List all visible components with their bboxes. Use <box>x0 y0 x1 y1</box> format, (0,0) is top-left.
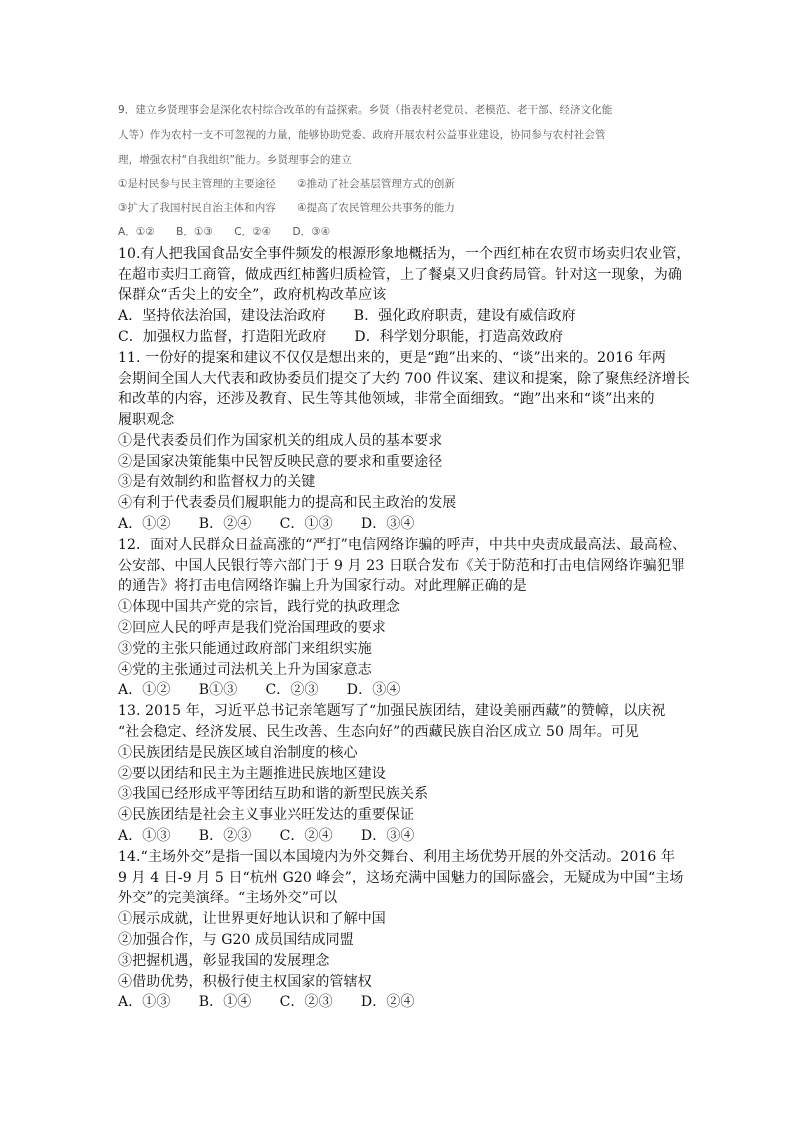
q13-line-1: 13. 2015 年，习近平总书记亲笔题写了“加强民族团结，建设美丽西藏”的赞幛，以庆祝 <box>118 703 666 719</box>
q9-line-1: 9．建立乡贤理事会是深化农村综合改革的有益探索。乡贤（指表村老党员、老模范、老干部、经济文化能 <box>118 104 613 116</box>
q11-line-3: 和改革的内容，还涉及教育、民生等其他领域，非常全面细致。“跑”出来和“谈”出来的 <box>118 391 655 407</box>
q12-statement-3: ③党的主张只能通过政府部门来组织实施 <box>118 641 372 657</box>
q14-statement-3: ③把握机遇，彰显我国的发展理念 <box>118 953 330 969</box>
q14-statement-4: ④借助优势，积极行使主权国家的管辖权 <box>118 974 372 990</box>
q10-option-c-d: C．加强权力监督，打造阳光政府 D．科学划分职能，打造高效政府 <box>118 329 564 345</box>
q12-line-1: 12．面对人民群众日益高涨的“严打”电信网络诈骗的呼声，中共中央责成最高法、最高检、 <box>118 537 687 553</box>
q9-line-3: 理，增强农村“自我组织”能力。乡贤理事会的建立 <box>118 154 352 166</box>
q11-statement-3: ③是有效制约和监督权力的关键 <box>118 474 316 490</box>
q12-statement-2: ②回应人民的呼声是我们党治国理政的要求 <box>118 620 386 636</box>
q10-line-2: 在超市卖归工商管，做成西红柿酱归质检管，上了餐桌又归食药局管。针对这一现象，为确 <box>118 267 682 283</box>
q11-statement-4: ④有利于代表委员们履职能力的提高和民主政治的发展 <box>118 495 457 511</box>
q13-line-2: “社会稳定、经济发展、民生改善、生态向好”的西藏民族自治区成立 50 周年。可见 <box>118 724 640 740</box>
q13-statement-2: ②要以团结和民主为主题推进民族地区建设 <box>118 766 386 782</box>
q14-statement-1: ①展示成就，让世界更好地认识和了解中国 <box>118 911 386 927</box>
q10-line-3: 保群众“舌尖上的安全”，政府机构改革应该 <box>118 287 387 303</box>
q12-statement-4: ④党的主张通过司法机关上升为国家意志 <box>118 662 372 678</box>
q12-answer-choices: A．①② B①③ C．②③ D．③④ <box>118 682 401 698</box>
q11-answer-choices: A．①② B．②④ C．①③ D．③④ <box>118 516 415 532</box>
q13-answer-choices: A．①③ B．②③ C．②④ D．③④ <box>118 828 415 844</box>
q10-option-a-b: A．坚持依法治国，建设法治政府 B．强化政府职责，建设有威信政府 <box>118 308 576 324</box>
q9-answer-choices: A．①② B．①③ C．②④ D．③④ <box>118 226 331 238</box>
q14-line-2: 9 月 4 日-9 月 5 日“杭州 G20 峰会”，这场充满中国魅力的国际盛会，无疑成为中国“主场 <box>118 870 684 886</box>
q9-option-1-2: ①是村民参与民主管理的主要途径 ②推动了社会基层管理方式的创新 <box>118 178 456 190</box>
q11-line-4: 履职观念 <box>118 412 175 428</box>
q14-statement-2: ②加强合作，与 G20 成员国结成同盟 <box>118 932 354 948</box>
q9-line-2: 人等）作为农村一支不可忽视的力量，能够协助党委、政府开展农村公益事业建设，协同参与农村社会管 <box>118 129 606 141</box>
q10-line-1: 10.有人把我国食品安全事件频发的根源形象地概括为，一个西红柿在农贸市场卖归农业管， <box>118 246 691 262</box>
q12-statement-1: ①体现中国共产党的宗旨，践行党的执政理念 <box>118 599 400 615</box>
q14-line-3: 外交”的完美演绎。“主场外交”可以 <box>118 890 338 906</box>
q11-statement-2: ②是国家决策能集中民智反映民意的要求和重要途径 <box>118 454 443 470</box>
q11-line-2: 会期间全国人大代表和政协委员们提交了大约 700 件议案、建议和提案，除了聚焦经济增长 <box>118 371 690 387</box>
q12-line-3: 的通告》将打击电信网络诈骗上升为国家行动。对此理解正确的是 <box>118 578 527 594</box>
q13-statement-4: ④民族团结是社会主义事业兴旺发达的重要保证 <box>118 807 415 823</box>
q12-line-2: 公安部、中国人民银行等六部门于 9 月 23 日联合发布《关于防范和打击电信网络诈骗犯罪 <box>118 558 685 574</box>
q11-line-1: 11. 一份好的提案和建议不仅仅是想出来的，更是“跑”出来的、“谈”出来的。2016 年两 <box>118 350 666 366</box>
q14-line-1: 14.“主场外交”是指一国以本国境内为外交舞台、利用主场优势开展的外交活动。2016 年 <box>118 849 676 865</box>
q13-statement-3: ③我国已经形成平等团结互助和谐的新型民族关系 <box>118 786 429 802</box>
q14-answer-choices: A．①③ B．①④ C．②③ D．②④ <box>118 994 415 1010</box>
q9-option-3-4: ③扩大了我国村民自治主体和内容 ④提高了农民管理公共事务的能力 <box>118 202 456 214</box>
q13-statement-1: ①民族团结是民族区域自治制度的核心 <box>118 745 358 761</box>
q11-statement-1: ①是代表委员们作为国家机关的组成人员的基本要求 <box>118 433 443 449</box>
